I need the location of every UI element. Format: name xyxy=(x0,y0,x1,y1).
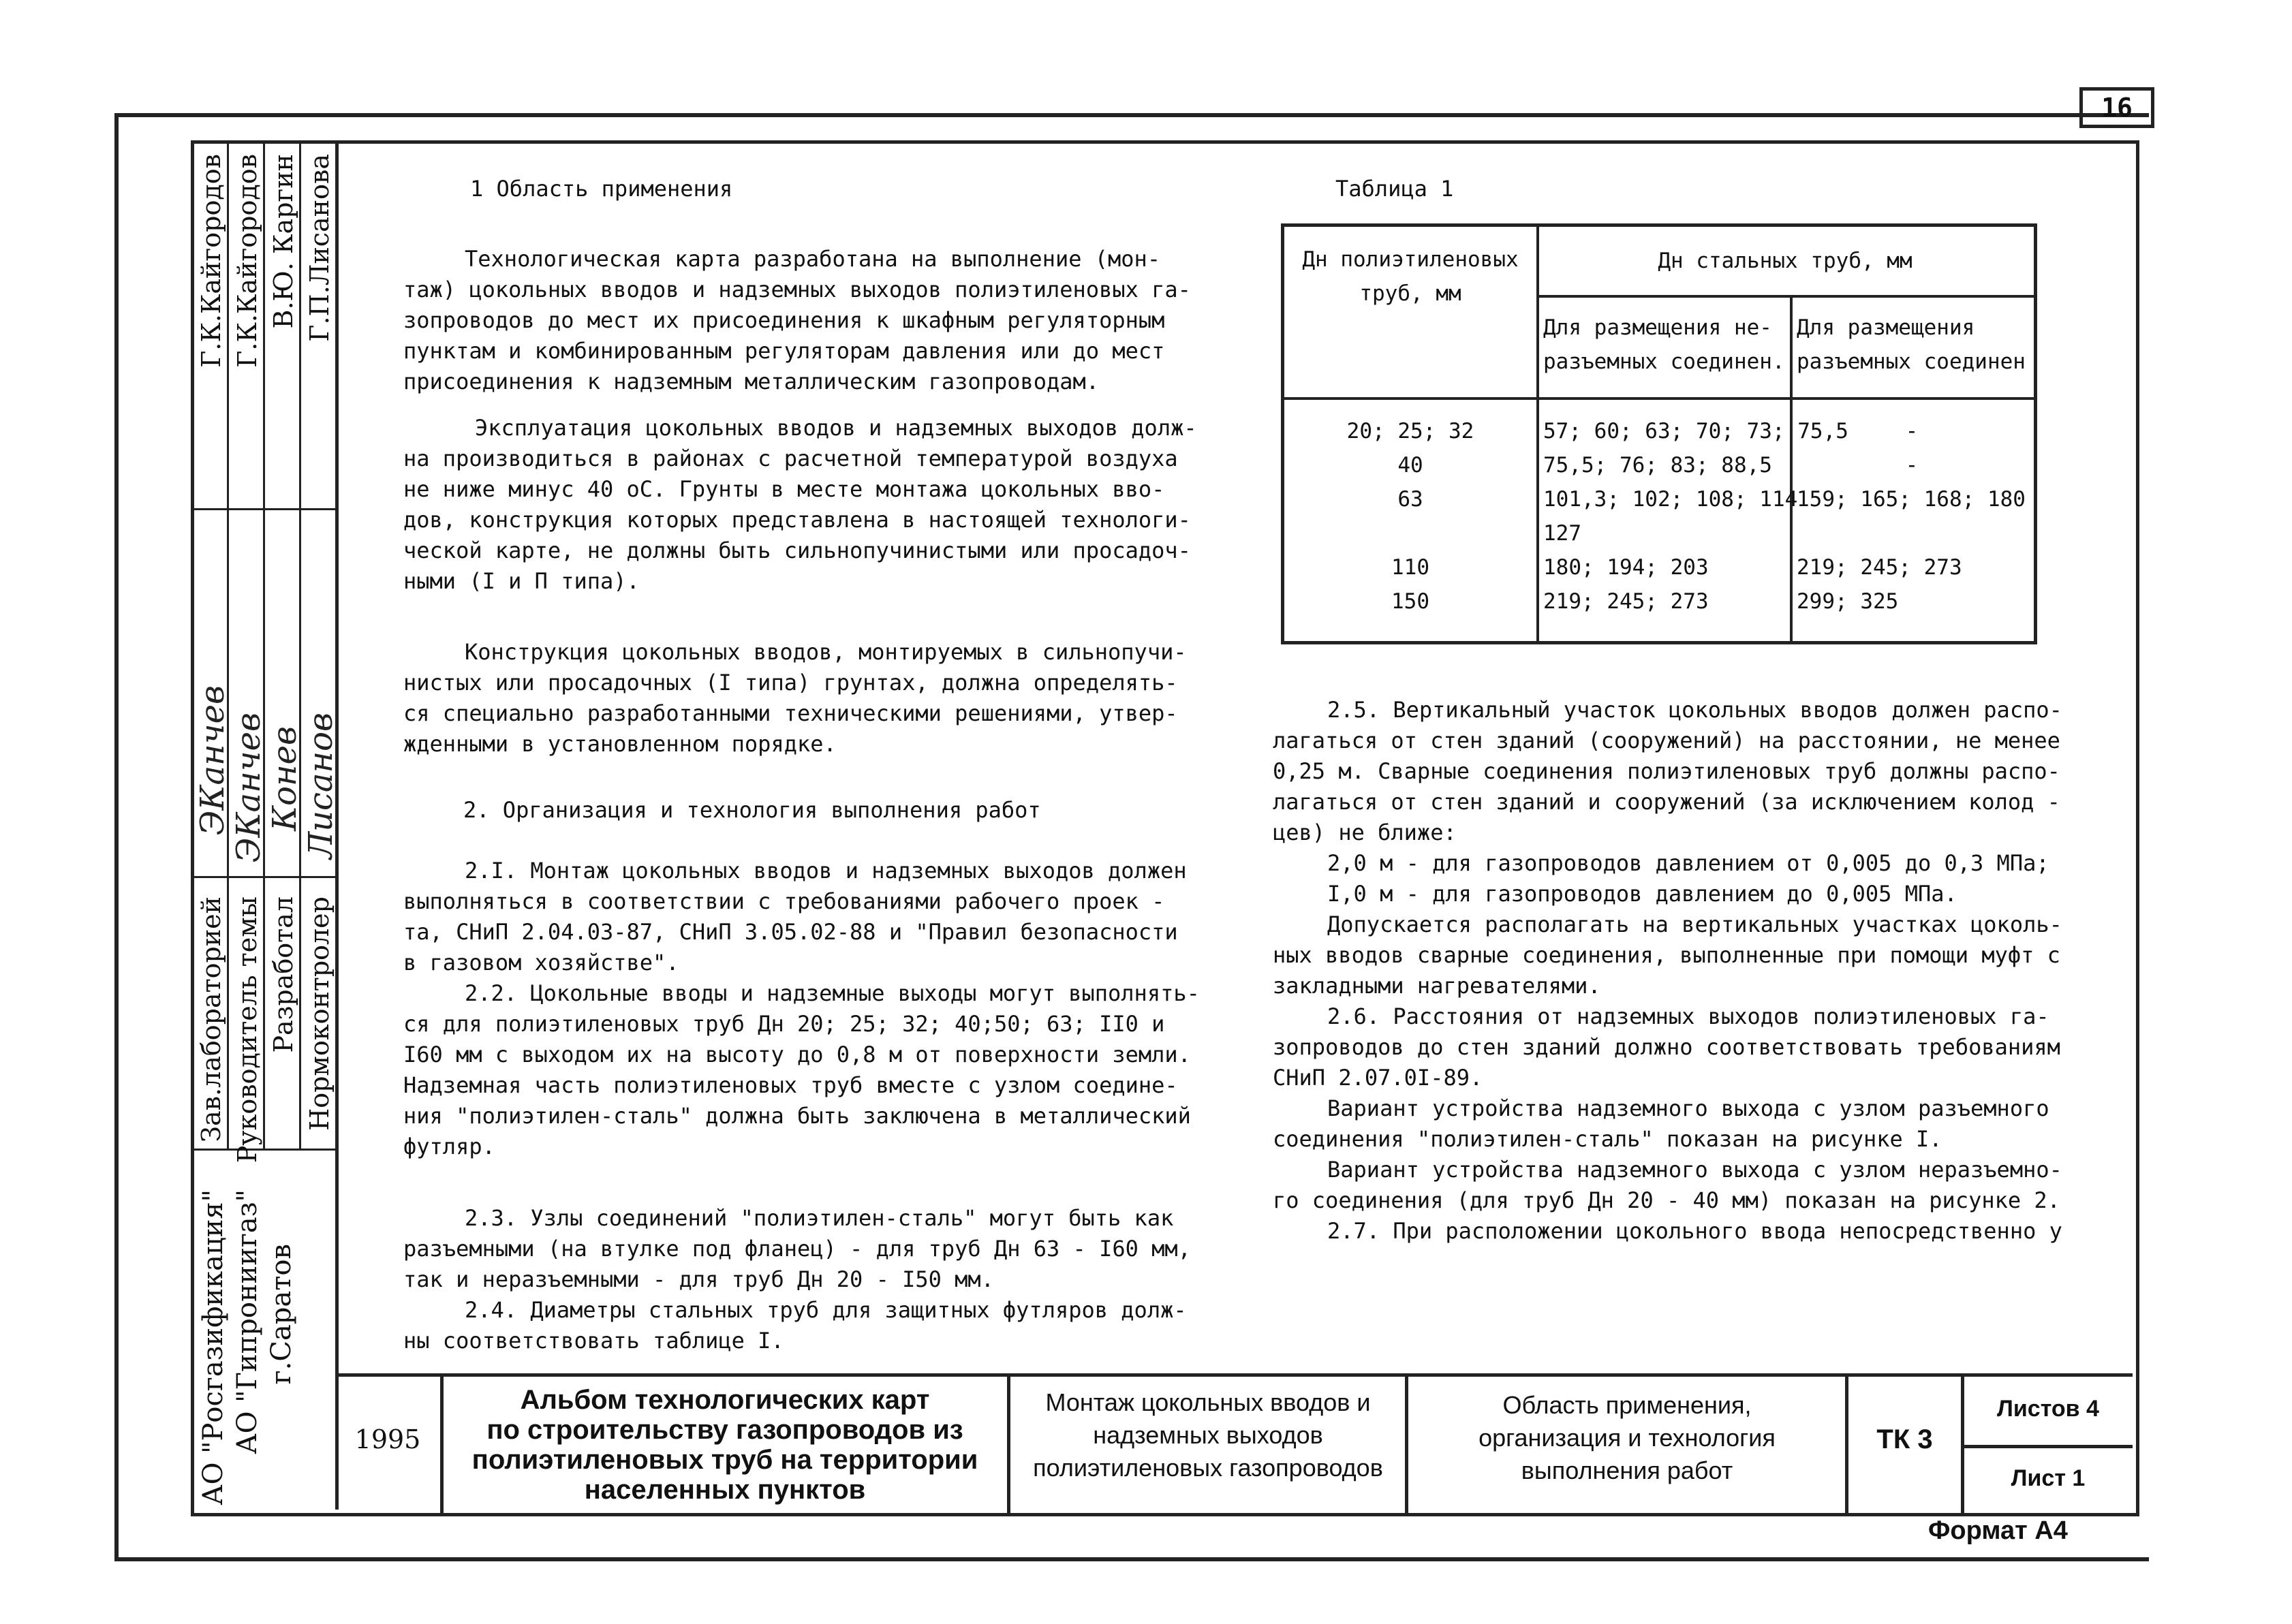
text-line: 2.4. Диаметры стальных труб для защитных футляров долж- xyxy=(465,1297,1187,1323)
title-block-divider xyxy=(1405,1377,1408,1513)
text-line: ных вводов сварные соединения, выполненные при помощи муфт с xyxy=(1273,942,2060,968)
signer-role: Разработал xyxy=(268,896,298,1053)
table-caption: Таблица 1 xyxy=(1335,176,1454,202)
cell-pe: 40 xyxy=(1397,453,1423,478)
subject-line: надземных выходов xyxy=(1093,1421,1323,1449)
album-line: Альбом технологических карт xyxy=(520,1385,930,1415)
cell-sep: 299; 325 xyxy=(1797,589,1899,614)
text-line: лагаться от стен зданий и сооружений (за исключением колод - xyxy=(1273,789,2060,815)
text-line: ческой карте, не должны быть сильнопучинистыми или просадоч- xyxy=(403,537,1191,563)
signer-name: Г.К.Кайгородов xyxy=(196,154,226,368)
text-line: I,0 м - для газопроводов давлением до 0,005 МПа. xyxy=(1327,881,1957,907)
cell-sep: 159; 165; 168; 180 xyxy=(1797,487,2026,512)
text-line: 2.7. При расположении цокольного ввода непосредственно у xyxy=(1327,1218,2062,1244)
cell-nonsep: 180; 194; 203 xyxy=(1543,555,1709,580)
organization-line: АО "Гипрониигаз" xyxy=(232,1189,263,1454)
subject-line: Монтаж цокольных вводов и xyxy=(1045,1388,1371,1416)
text-line: 2.3. Узлы соединений "полиэтилен-сталь" могут быть как xyxy=(465,1205,1174,1231)
section1-heading: 1 Область применения xyxy=(470,176,733,202)
section-line: выполнения работ xyxy=(1521,1456,1733,1484)
album-line: полиэтиленовых труб на территории xyxy=(471,1445,978,1475)
cell-pe: 63 xyxy=(1397,487,1423,512)
text-line: Эксплуатация цокольных вводов и надземных выходов долж- xyxy=(475,415,1197,441)
organization-line: г.Саратов xyxy=(266,1244,297,1385)
album-line: населенных пунктов xyxy=(584,1475,866,1505)
text-line: таж) цокольных вводов и надземных выходов полиэтиленовых га- xyxy=(403,277,1191,302)
title-block-divider xyxy=(440,1377,444,1513)
section-line: Область применения, xyxy=(1502,1391,1752,1419)
subject-line: полиэтиленовых газопроводов xyxy=(1033,1454,1383,1482)
text-line: не ниже минус 40 оС. Грунты в месте монтажа цокольных вво- xyxy=(403,476,1165,502)
text-line: выполняться в соответствии с требованиями рабочего проек - xyxy=(403,888,1165,914)
text-line: 2.5. Вертикальный участок цокольных вводов должен распо- xyxy=(1327,697,2062,723)
header-nonsep-line: разъемных соединен. xyxy=(1543,349,1785,374)
header-pe-line: труб, мм xyxy=(1359,281,1461,306)
text-line: ся специально разработанными техническими решениями, утвер- xyxy=(403,700,1178,726)
cell-nonsep: 101,3; 102; 108; 114 xyxy=(1543,487,1798,512)
text-line: на производиться в районах с расчетной температурой воздуха xyxy=(403,446,1178,471)
page-number: 16 xyxy=(2079,87,2154,128)
paragraph-2-3 xyxy=(403,1203,1191,1356)
sidebar-divider xyxy=(191,508,335,510)
text-line: 0,25 м. Сварные соединения полиэтиленовых труб должны распо- xyxy=(1273,758,2060,784)
text-line: 2.I. Монтаж цокольных вводов и надземных выходов должен xyxy=(465,858,1187,884)
paragraph-2-2 xyxy=(403,978,1200,1162)
text-line: Надземная часть полиэтиленовых труб вместе с узлом соедине- xyxy=(403,1072,1178,1098)
text-line: закладными нагревателями. xyxy=(1273,973,1601,999)
text-line: зопроводов до мест их присоединения к шкафным регуляторным xyxy=(403,307,1165,333)
text-line: соединения "полиэтилен-сталь" показан на рисунке I. xyxy=(1273,1126,1942,1152)
signer-role: Зав.лабораторией xyxy=(196,896,226,1142)
header-sep-line: Для размещения xyxy=(1797,315,1975,340)
text-line: так и неразъемными - для труб Дн 20 - I50 мм. xyxy=(403,1266,994,1292)
text-line: 2.2. Цокольные вводы и надземные выходы могут выполнять- xyxy=(465,980,1200,1006)
sheet-number: Лист 1 xyxy=(2011,1465,2086,1491)
cell-sep: - xyxy=(1905,453,1919,478)
paragraph-2-1 xyxy=(403,856,1187,978)
text-line: разъемными (на втулке под фланец) - для труб Дн 63 - I60 мм, xyxy=(403,1236,1191,1262)
table-divider xyxy=(1536,295,2034,298)
cell-pe: 150 xyxy=(1391,589,1429,614)
format-label: Формат А4 xyxy=(1928,1516,2068,1545)
signer-role: Руководитель темы xyxy=(232,896,262,1164)
cell-nonsep: 219; 245; 273 xyxy=(1543,589,1709,614)
sidebar-divider xyxy=(191,1149,335,1151)
cell-pe: 20; 25; 32 xyxy=(1346,419,1474,443)
text-line: зопроводов до стен зданий должно соответствовать требованиям xyxy=(1273,1034,2060,1060)
sidebar-divider xyxy=(191,876,335,878)
signer-name: Г.К.Кайгородов xyxy=(232,154,262,368)
signature: ЭКанчев xyxy=(230,713,268,863)
text-line: нистых или просадочных (I типа) грунтах, должна определять- xyxy=(403,670,1178,696)
signature: ЭКанчев xyxy=(193,685,232,836)
paragraph-2-5 xyxy=(1273,695,2062,1247)
organization-line: АО "Росгазификация" xyxy=(198,1189,229,1505)
text-line: ны соответствовать таблице I. xyxy=(403,1328,784,1354)
section-line: организация и технология xyxy=(1478,1424,1776,1452)
text-line: присоединения к надземным металлическим газопроводам. xyxy=(403,369,1100,394)
text-line: 2.6. Расстояния от надземных выходов полиэтиленовых га- xyxy=(1327,1003,2049,1029)
signature: Лисанов xyxy=(302,713,340,859)
text-line: жденными в установленном порядке. xyxy=(403,731,837,757)
section2-heading: 2. Организация и технология выполнения работ xyxy=(463,797,1041,823)
operation-paragraph xyxy=(403,413,1197,597)
header-pe-line: Дн полиэтиленовых xyxy=(1302,247,1519,272)
document-code: ТК 3 xyxy=(1876,1424,1933,1454)
text-line: Конструкция цокольных вводов, монтируемых в сильнопучи- xyxy=(465,639,1187,665)
text-line: Вариант устройства надземного выхода с узлом разъемного xyxy=(1327,1095,2049,1121)
signer-name: В.Ю. Каргин xyxy=(268,154,298,329)
section-title xyxy=(1409,1389,1845,1487)
album-title xyxy=(447,1385,1003,1505)
text-line: го соединения (для труб Дн 20 - 40 мм) показан на рисунке 2. xyxy=(1273,1187,2060,1213)
text-line: Вариант устройства надземного выхода с узлом неразъемно- xyxy=(1327,1157,2062,1183)
cell-nonsep: 75,5; 76; 83; 88,5 xyxy=(1543,453,1772,478)
section1-paragraph xyxy=(403,244,1191,397)
cell-nonsep: 127 xyxy=(1543,521,1581,546)
text-line: Допускается располагать на вертикальных участках цоколь- xyxy=(1327,911,2062,937)
signer-name: Г.П.Лисанова xyxy=(305,154,335,342)
header-steel-group: Дн стальных труб, мм xyxy=(1658,249,1912,273)
text-line: пунктам и комбинированным регуляторам давления или до мест xyxy=(403,338,1165,364)
sheets-count: Листов 4 xyxy=(1997,1396,2099,1422)
cell-sep: 219; 245; 273 xyxy=(1797,555,1962,580)
table-divider xyxy=(1536,227,1539,641)
signature: Конев xyxy=(266,726,304,832)
text-line: I60 мм с выходом их на высоту до 0,8 м от поверхности земли. xyxy=(403,1042,1191,1067)
cell-pe: 110 xyxy=(1391,555,1429,580)
album-line: по строительству газопроводов из xyxy=(486,1415,963,1445)
text-line: Технологическая карта разработана на выполнение (мон- xyxy=(465,246,1161,272)
text-line: та, СНиП 2.04.03-87, СНиП 3.05.02-88 и "Правил безопасности xyxy=(403,919,1178,945)
text-line: лагаться от стен зданий (сооружений) на расстоянии, не менее xyxy=(1273,728,2060,753)
text-line: ся для полиэтиленовых труб Дн 20; 25; 32; 40;50; 63; II0 и xyxy=(403,1011,1165,1037)
signature-sidebar xyxy=(191,140,339,1510)
subject-title xyxy=(1011,1386,1405,1484)
title-block-divider xyxy=(1961,1445,2133,1448)
table-1 xyxy=(1281,223,2037,644)
text-line: ными (I и П типа). xyxy=(403,568,640,594)
year: 1995 xyxy=(354,1424,421,1454)
title-block-divider xyxy=(1007,1377,1010,1513)
header-nonsep-line: Для размещения не- xyxy=(1543,315,1772,340)
text-line: ния "полиэтилен-сталь" должна быть заключена в металлический xyxy=(403,1103,1191,1129)
text-line: в газовом хозяйстве". xyxy=(403,950,679,975)
header-sep-line: разъемных соединен xyxy=(1797,349,2026,374)
cell-nonsep: 57; 60; 63; 70; 73; 75,5 xyxy=(1543,419,1848,443)
text-line: 2,0 м - для газопроводов давлением от 0,005 до 0,3 МПа; xyxy=(1327,850,2049,876)
cell-sep: - xyxy=(1905,419,1919,443)
text-line: футляр. xyxy=(403,1134,495,1159)
construction-paragraph xyxy=(403,637,1187,760)
text-line: СНиП 2.07.0I-89. xyxy=(1273,1065,1483,1091)
text-line: дов, конструкция которых представлена в настоящей технологи- xyxy=(403,507,1191,533)
signer-role: Нормоконтролер xyxy=(305,896,335,1131)
text-line: цев) не ближе: xyxy=(1273,819,1457,845)
table-divider xyxy=(1284,397,2034,400)
title-block xyxy=(335,1373,2133,1513)
